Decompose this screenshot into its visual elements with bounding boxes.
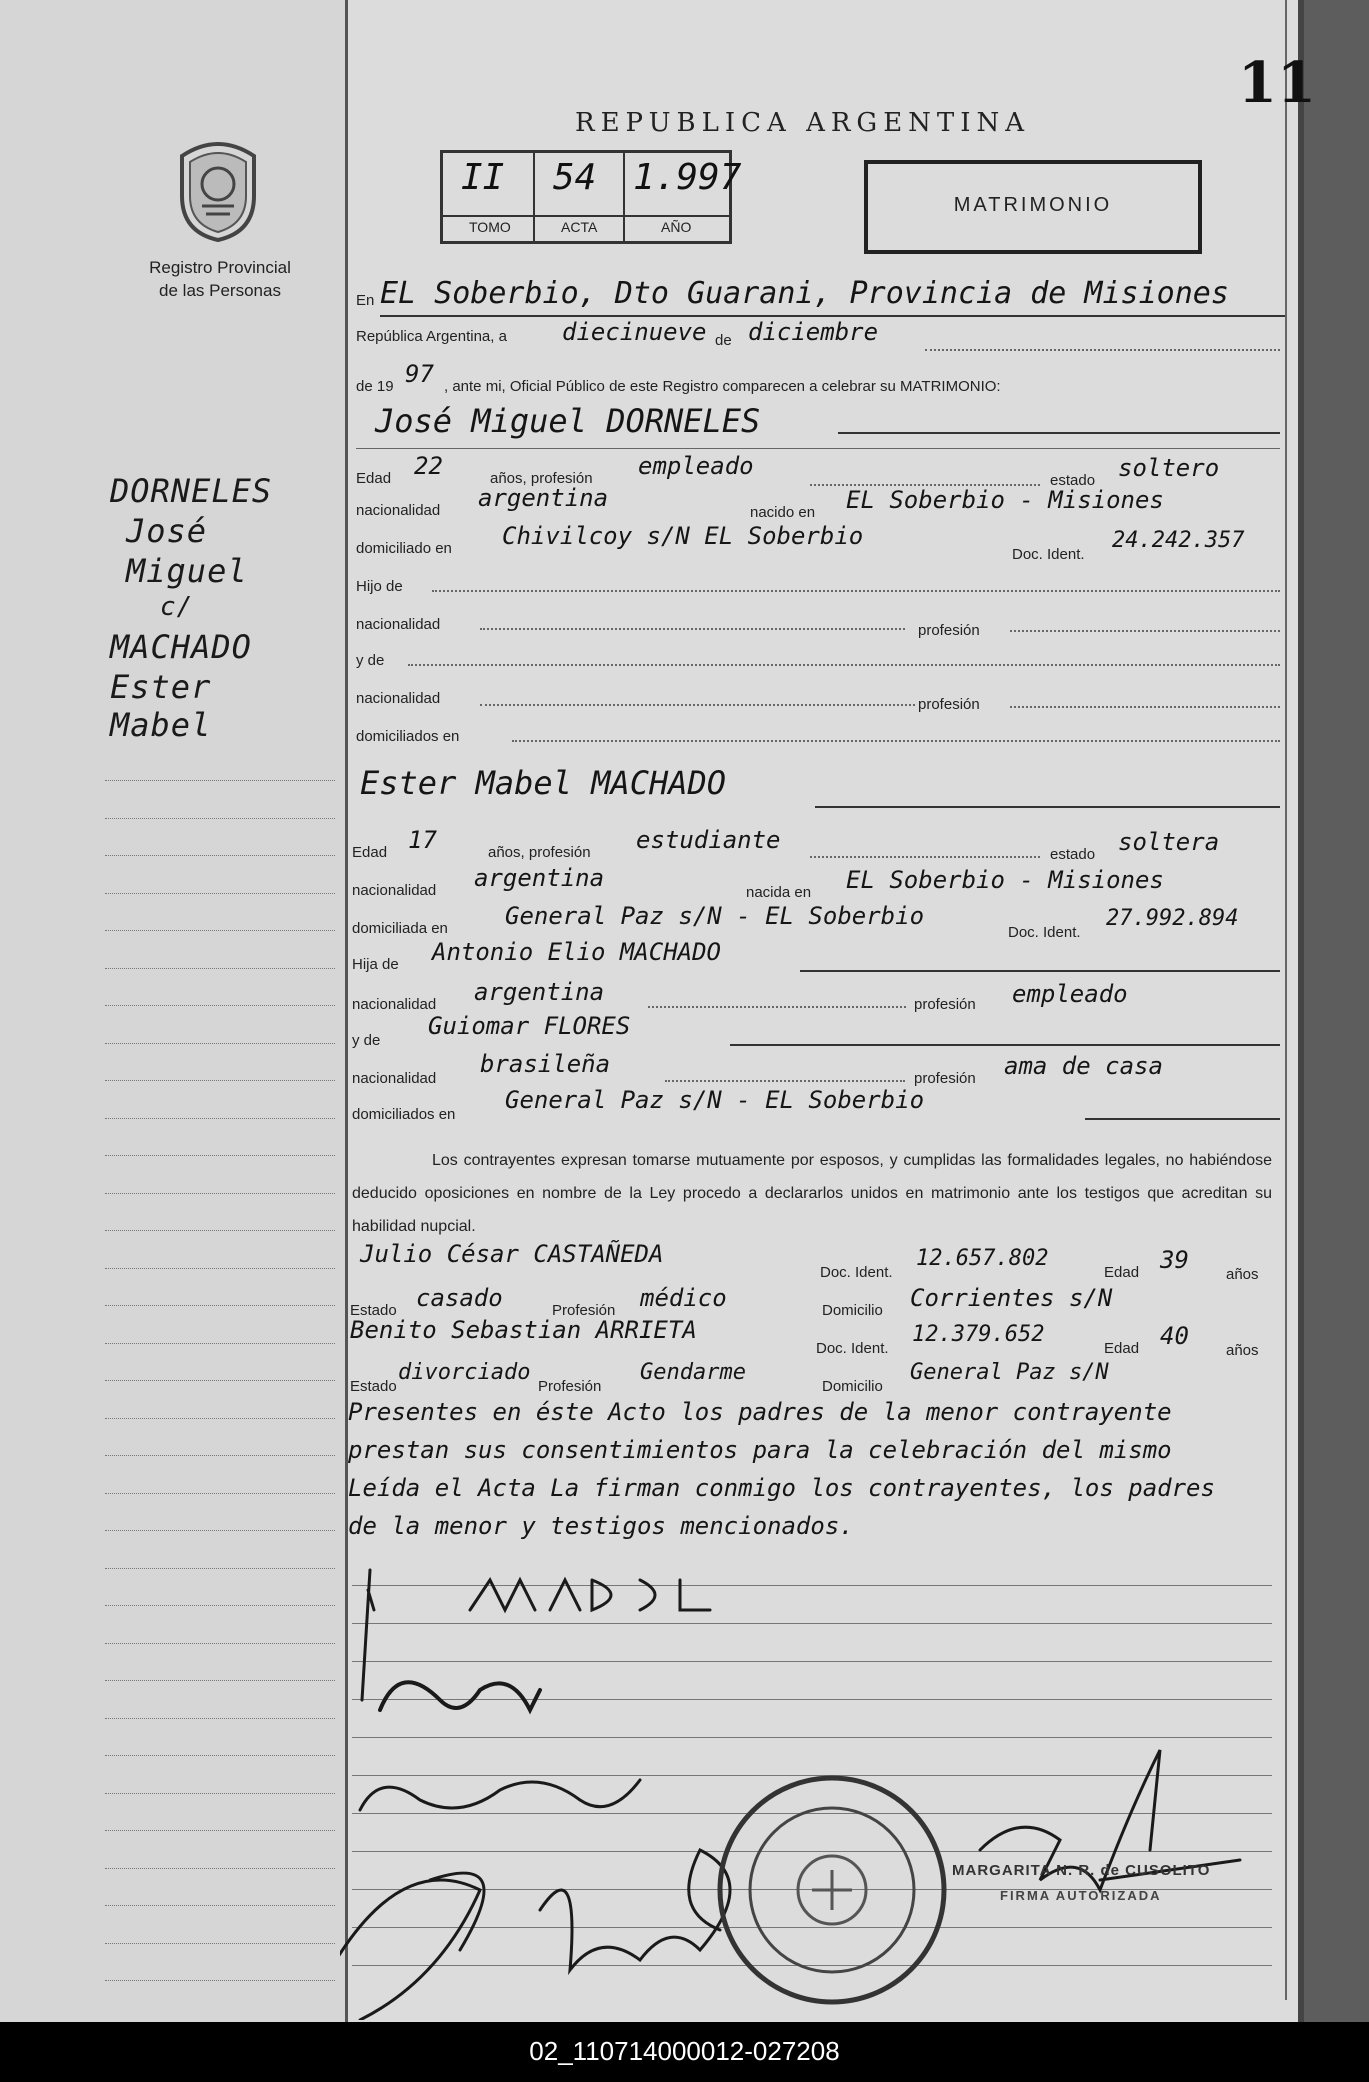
margin-line (105, 930, 335, 931)
witness2-address: General Paz s/N (910, 1360, 1109, 1385)
margin-line (105, 968, 335, 969)
note-line-1: Presentes en éste Acto los padres de la menor contrayente (348, 1398, 1172, 1426)
witness2-name: Benito Sebastian ARRIETA (350, 1316, 697, 1344)
groom-mother-nac-label: nacionalidad (356, 690, 441, 707)
rule (810, 856, 1040, 858)
note-line-3: Leída el Acta La firman conmigo los contrayentes, los padres (348, 1474, 1215, 1502)
groom-prof-label: años, profesión (490, 470, 593, 487)
marriage-day: diecinueve (562, 318, 707, 346)
groom-status: soltero (1118, 454, 1220, 482)
country-title: REPUBLICA ARGENTINA (575, 108, 1031, 138)
bride-edad-label: Edad (352, 844, 388, 861)
bride-father-profession: empleado (1012, 980, 1128, 1008)
groom-yde-label: y de (356, 652, 385, 669)
rule (356, 448, 1280, 449)
margin-name-3: Miguel (126, 552, 248, 590)
witness1-dom-label: Domicilio (822, 1302, 883, 1319)
witness2-anios-label: años (1226, 1342, 1259, 1359)
witness2-doc-label: Doc. Ident. (816, 1340, 889, 1357)
registry-label (120, 256, 320, 302)
en-label: En (356, 292, 375, 309)
bride-mother-nationality: brasileña (480, 1050, 611, 1078)
rule (480, 704, 915, 706)
groom-doc-label: Doc. Ident. (1012, 546, 1085, 563)
rule (838, 432, 1280, 434)
registry-line2: de las Personas (159, 281, 281, 300)
margin-line (105, 818, 335, 819)
margin-line (105, 1905, 335, 1906)
rule (730, 1044, 1280, 1046)
bride-mother-profession: ama de casa (1004, 1052, 1163, 1080)
margin-line (105, 1455, 335, 1456)
bride-mother-prof-label: profesión (914, 1070, 976, 1087)
margin-name-5: MACHADO (110, 628, 252, 666)
margin-line (105, 1943, 335, 1944)
margin-line (105, 855, 335, 856)
bride-parents-dom-label: domiciliados en (352, 1106, 456, 1123)
margin-line (105, 1230, 335, 1231)
groom-nacido-label: nacido en (750, 504, 816, 521)
margin-line (105, 1643, 335, 1644)
groom-address: Chivilcoy s/N EL Soberbio (502, 522, 864, 550)
rule (380, 315, 1285, 317)
intro-text: , ante mi, Oficial Público de este Registro comparecen a celebrar su MATRIMONIO: (444, 378, 1001, 395)
groom-estado-label: estado (1050, 472, 1096, 489)
marriage-month: diciembre (748, 318, 879, 346)
bride-father-nationality: argentina (474, 978, 605, 1006)
margin-line (105, 1118, 335, 1119)
footer-bar (0, 2022, 1369, 2082)
witness1-edad-label: Edad (1104, 1264, 1140, 1281)
bride-nationality: argentina (474, 864, 605, 892)
republica-label: República Argentina, a (356, 328, 507, 345)
rule (432, 590, 1280, 592)
margin-line (105, 1680, 335, 1681)
bride-hija-label: Hija de (352, 956, 399, 973)
groom-profession: empleado (638, 452, 754, 480)
groom-edad-label: Edad (356, 470, 392, 487)
witness2-dom-label: Domicilio (822, 1378, 883, 1395)
margin-line (105, 1380, 335, 1381)
margin-line (105, 1605, 335, 1606)
year-prefix: de 19 (356, 378, 394, 395)
margin-line (105, 1305, 335, 1306)
page-number: 11 (1238, 50, 1316, 116)
witness1-doc: 12.657.802 (916, 1246, 1049, 1271)
marriage-year: 97 (405, 360, 434, 388)
margin-line (105, 1568, 335, 1569)
document-type: MATRIMONIO (953, 194, 1113, 216)
rule (1085, 1118, 1280, 1120)
registry-seal-stamp (712, 1770, 952, 2010)
margin-line (105, 1418, 335, 1419)
anio-label: AÑO (661, 219, 692, 235)
authorized-signatory-name: MARGARITA N. R. de CUSOLITO (952, 1862, 1211, 1879)
registry-line1: Registro Provincial (149, 258, 291, 277)
groom-name: José Miguel DORNELES (375, 402, 761, 440)
note-line-4: de la menor y testigos mencionados. (348, 1512, 854, 1540)
witness1-status: casado (416, 1284, 503, 1312)
margin-line (105, 1793, 335, 1794)
rule (408, 664, 1280, 666)
authorized-signatory-title: FIRMA AUTORIZADA (1000, 1888, 1162, 1903)
acta-label: ACTA (561, 219, 598, 235)
bride-mother: Guiomar FLORES (428, 1012, 631, 1040)
groom-parents-dom-label: domiciliados en (356, 728, 460, 745)
margin-name-4: c/ (160, 592, 194, 622)
witness1-anios-label: años (1226, 1266, 1259, 1283)
bride-profession: estudiante (636, 826, 781, 854)
groom-birthplace: EL Soberbio - Misiones (846, 486, 1164, 514)
groom-hijo-label: Hijo de (356, 578, 403, 595)
tomo-label: TOMO (469, 219, 511, 235)
bride-parents-address: General Paz s/N - EL Soberbio (505, 1086, 925, 1114)
rule (925, 349, 1280, 351)
de-label: de (715, 332, 732, 349)
witness2-edad-label: Edad (1104, 1340, 1140, 1357)
margin-name-7: Mabel (110, 706, 212, 744)
bride-father-nac-label: nacionalidad (352, 996, 437, 1013)
anio-value: 1.997 (633, 157, 742, 198)
margin-line (105, 1530, 335, 1531)
witness2-age: 40 (1160, 1322, 1189, 1350)
rule (1010, 630, 1280, 632)
groom-age: 22 (414, 452, 443, 480)
groom-father-nac-label: nacionalidad (356, 616, 441, 633)
witness1-name: Julio César CASTAÑEDA (360, 1240, 664, 1268)
witness2-estado-label: Estado (350, 1378, 397, 1395)
bride-age: 17 (408, 826, 437, 854)
bride-nac-label: nacionalidad (352, 882, 437, 899)
margin-line (105, 1718, 335, 1719)
margin-line (105, 893, 335, 894)
note-line-2: prestan sus consentimientos para la celebración del mismo (348, 1436, 1172, 1464)
bride-doc: 27.992.894 (1106, 906, 1239, 931)
margin-line (105, 1005, 335, 1006)
bride-estado-label: estado (1050, 846, 1096, 863)
bride-address: General Paz s/N - EL Soberbio (505, 902, 925, 930)
rule (800, 970, 1280, 972)
bride-mother-nac-label: nacionalidad (352, 1070, 437, 1087)
bride-father-prof-label: profesión (914, 996, 976, 1013)
groom-dom-label: domiciliado en (356, 540, 452, 557)
bride-yde-label: y de (352, 1032, 381, 1049)
record-number-box (440, 150, 742, 244)
rule (1010, 706, 1280, 708)
margin-line (105, 1193, 335, 1194)
declaration-text: Los contrayentes expresan tomarse mutuamente por esposos, y cumplidas las formalidades legales, no habiéndose deducido oposiciones en nombre de la Ley procedo a declararlos unidos en matrimonio ante los testigos que acreditan su habilidad nupcial. (352, 1152, 1272, 1235)
rule (815, 806, 1280, 808)
margin-line (105, 1155, 335, 1156)
tomo-value: II (461, 157, 505, 198)
margin-line (105, 1080, 335, 1081)
rule (665, 1080, 905, 1082)
margin-line (105, 1343, 335, 1344)
left-margin-panel (0, 0, 345, 2022)
margin-name-2: José (126, 512, 208, 550)
groom-nac-label: nacionalidad (356, 502, 441, 519)
witness1-doc-label: Doc. Ident. (820, 1264, 893, 1281)
margin-line (105, 1493, 335, 1494)
rule (648, 1006, 906, 1008)
bride-birthplace: EL Soberbio - Misiones (846, 866, 1164, 894)
margin-name-6: Ester (110, 668, 212, 706)
witness1-estado-label: Estado (350, 1302, 397, 1319)
provincial-coat-of-arms-icon (172, 136, 264, 242)
witness1-age: 39 (1160, 1246, 1189, 1274)
witness2-doc: 12.379.652 (912, 1322, 1045, 1347)
rule (480, 628, 905, 630)
groom-nationality: argentina (478, 484, 609, 512)
margin-line (105, 1830, 335, 1831)
witness2-status: divorciado (398, 1360, 531, 1385)
margin-line (105, 780, 335, 781)
witness1-address: Corrientes s/N (910, 1284, 1113, 1312)
marriage-place: EL Soberbio, Dto Guarani, Provincia de Misiones (380, 276, 1229, 311)
document-type-box (864, 160, 1202, 254)
bride-dom-label: domiciliada en (352, 920, 448, 937)
witness1-prof-label: Profesión (552, 1302, 616, 1319)
margin-line (105, 1043, 335, 1044)
groom-doc: 24.242.357 (1112, 528, 1245, 553)
groom-mother-prof-label: profesión (918, 696, 980, 713)
bride-father: Antonio Elio MACHADO (432, 938, 721, 966)
witness2-prof-label: Profesión (538, 1378, 602, 1395)
bride-prof-label: años, profesión (488, 844, 591, 861)
bride-name: Ester Mabel MACHADO (360, 764, 727, 802)
rule (512, 740, 1280, 742)
witness1-profession: médico (640, 1284, 727, 1312)
groom-father-prof-label: profesión (918, 622, 980, 639)
margin-name-1: DORNELES (110, 472, 273, 510)
witness2-profession: Gendarme (640, 1360, 746, 1385)
margin-line (105, 1868, 335, 1869)
bride-status: soltera (1118, 828, 1220, 856)
margin-line (105, 1980, 335, 1981)
document-code: 02_110714000012-027208 (529, 2036, 840, 2066)
bride-nacida-label: nacida en (746, 884, 812, 901)
margin-line (105, 1268, 335, 1269)
acta-value: 54 (553, 157, 597, 198)
bride-doc-label: Doc. Ident. (1008, 924, 1081, 941)
margin-line (105, 1755, 335, 1756)
